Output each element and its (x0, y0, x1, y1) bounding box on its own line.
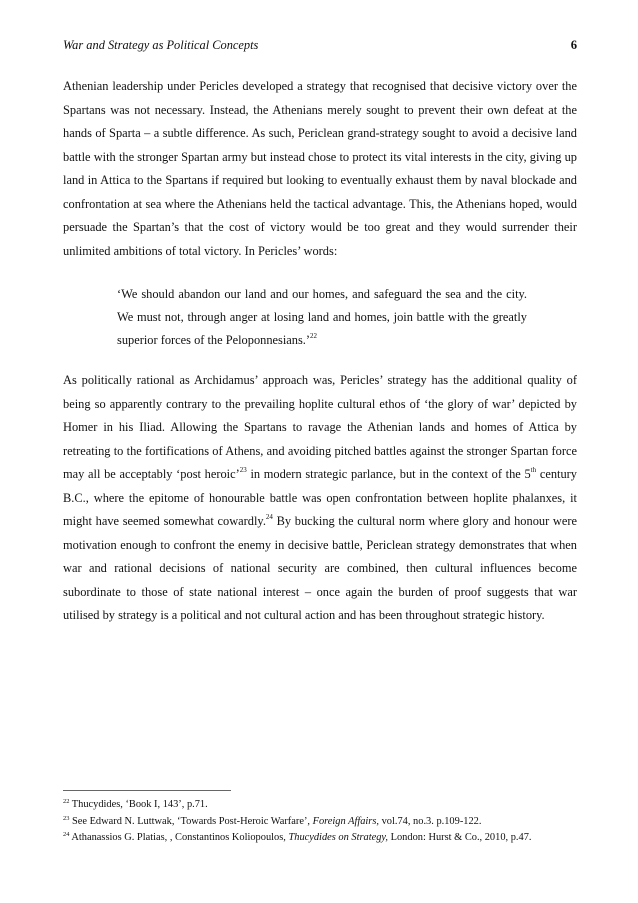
footnote-number: 23 (63, 814, 70, 822)
paragraph-2-part-3: century B.C., where the epitome of honourable battle was open confrontation between hoplite phalanxes, it might have seemed somewhat cowardly. (63, 467, 577, 528)
quote-text: ‘We should abandon our land and our homes, and safeguard the sea and the city. We must not, through anger at losing land and homes, join battle with the greatly superior forces of the Peloponnesians.’ (117, 287, 527, 347)
paragraph-2-part-4: By bucking the cultural norm where glory and honour were motivation enough to confront the enemy in decisive battle, Periclean strategy demonstrates that when war and rational decisions of national security are combined, then cultural influences become subordinate to those of state national interest – once again the burden of proof suggests that war utilised by strategy is a political and not cultural action and has been throughout strategic history. (63, 514, 577, 622)
paragraph-2-part-1: As politically rational as Archidamus’ approach was, Pericles’ strategy has the additional quality of being so apparently contrary to the prevailing hoplite cultural ethos of ‘the glory of war’ depicted by Homer in his Iliad. Allowing the Spartans to ravage the Athenian lands and homes of Attica by retreating to the fortifications of Athens, and avoiding pitched battles against the stronger Spartan force may all be acceptably ‘post heroic’ (63, 373, 577, 481)
block-quote (117, 283, 527, 352)
footnote-book-title: Thucydides on Strategy, (288, 832, 389, 843)
footnote-text-end: London: Hurst & Co., 2010, p.47. (388, 832, 532, 843)
page-number: 6 (570, 38, 577, 52)
footnote-ref-24[interactable]: 24 (265, 513, 273, 521)
paragraph-2 (63, 369, 577, 628)
header-title: War and Strategy as Political Concepts (63, 38, 259, 52)
footnote-24 (63, 830, 593, 847)
footnote-23 (63, 814, 593, 831)
footnote-ref-22[interactable]: 22 (310, 332, 318, 340)
footnote-text: See Edward N. Luttwak, ‘Towards Post-Heroic Warfare’, (69, 815, 313, 827)
footnote-text: Thucydides, ‘Book I, 143’, p.71. (69, 799, 208, 810)
running-header (63, 38, 577, 56)
paragraph-2-part-2: in modern strategic parlance, but in the context of the 5 (246, 467, 531, 481)
paragraph-1: Athenian leadership under Pericles developed a strategy that recognised that decisive victory over the Spartans was not necessary. Instead, the Athenians merely sought to prevent their own defeat at the hands of Sparta – a subtle difference. As such, Periclean grand-strategy sought to avoid a decisive land battle with the stronger Spartan army but instead chose to protect its vital interests in the city, giving up land in Attica to the Spartans if required but looking to eventually exhaust them by naval blockade and confrontation at sea where the Athenians held the tactical advantage. This, the Athenians hoped, would persuade the Spartan’s that the cost of victory would be too great and they would surrender their unlimited ambitions of total victory. In Pericles’ words: (63, 79, 577, 258)
body-text (63, 75, 577, 628)
footnote-ref-23[interactable]: 23 (239, 466, 247, 474)
ordinal-suffix: th (530, 466, 537, 474)
footnotes (63, 797, 593, 847)
footnote-separator (63, 790, 231, 791)
footnote-journal: Foreign Affairs, (312, 815, 379, 827)
footnote-text-end: vol.74, no.3. p.109-122. (379, 815, 482, 827)
footnote-number: 22 (63, 798, 70, 805)
footnote-text: Athanassios G. Platias, , Constantinos Koliopoulos, (69, 832, 289, 843)
footnote-22 (63, 797, 593, 814)
footnote-number: 24 (63, 831, 70, 838)
